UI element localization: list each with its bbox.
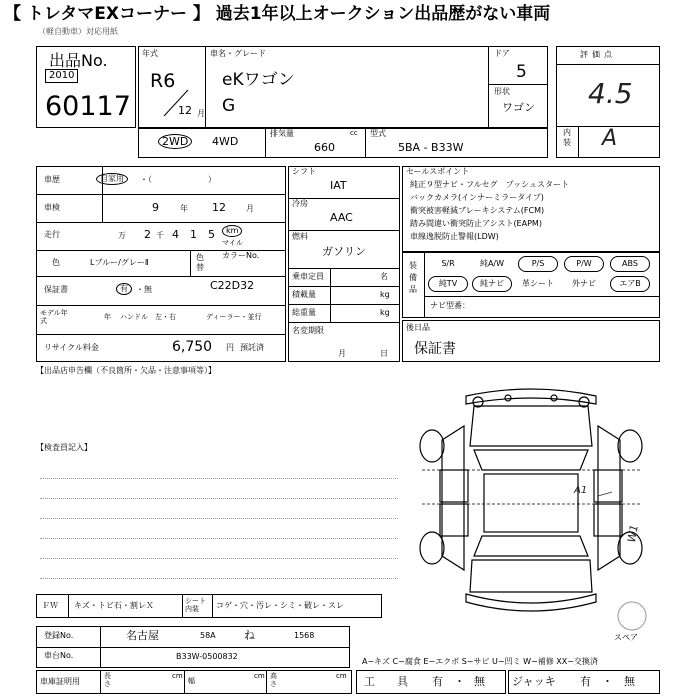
registration-kana: ね xyxy=(244,629,255,642)
lot-label: 出品No. xyxy=(49,51,108,70)
jack-label: ジャッキ xyxy=(512,675,556,688)
equip-airbag: エアB xyxy=(610,276,650,292)
page-header-title: 【 トレタマEXコーナー 】 過去1年以上オークション出品歴がない車両 xyxy=(4,4,551,24)
left-info-block xyxy=(36,166,286,362)
mileage-d4: 5 xyxy=(208,228,215,241)
tools-no: 無 xyxy=(474,675,485,688)
interior-value: A xyxy=(602,126,618,151)
color-label: 色 xyxy=(52,258,60,267)
mileage-d3: 1 xyxy=(190,228,197,241)
sales-point-3: 衝突被害軽減ブレーキシステム(FCM) xyxy=(410,206,545,215)
equip-tv: 純TV xyxy=(428,276,468,292)
capacity-unit: 名 xyxy=(380,272,388,281)
jack-sep: ・ xyxy=(602,675,613,688)
sales-point-4: 踏み間違い衝突防止アシスト(EAPM) xyxy=(410,219,542,228)
recycle-note: 預託済 xyxy=(240,343,264,352)
lot-number: 60117 xyxy=(45,91,131,122)
recycle-unit: 円 xyxy=(226,343,234,352)
equip-aftermarket-nav: 外ナビ xyxy=(564,276,604,292)
shift-label: シフト xyxy=(292,167,316,176)
displacement-value: 660 xyxy=(314,141,335,154)
drive-2wd: 2WD xyxy=(158,134,192,149)
warranty-yes: 有 xyxy=(116,283,132,295)
fuel-value: ガソリン xyxy=(322,245,366,258)
shape-value: ワゴン xyxy=(502,101,535,114)
color-code-label: カラーNo. xyxy=(222,251,260,260)
equip-leather-seat: 革シート xyxy=(518,276,558,292)
equip-alloy-wheel: 純A/W xyxy=(472,256,512,272)
jack-yes: 有 xyxy=(580,675,591,688)
seat-text: コゲ・穴・汚レ・シミ・破レ・スレ xyxy=(216,601,344,610)
certificate-width: 幅 xyxy=(188,677,195,685)
shift-value: IAT xyxy=(330,179,347,192)
jack-no: 無 xyxy=(624,675,635,688)
recycle-label: リサイクル料金 xyxy=(44,343,99,352)
weight-unit: kg xyxy=(380,308,390,317)
sales-points-label: セールスポイント xyxy=(406,167,470,176)
year-era: R6 xyxy=(150,70,176,92)
mileage-sen: 千 xyxy=(156,231,164,240)
inspection-label: 車検 xyxy=(44,203,60,212)
damage-mark-w1: W1 xyxy=(624,523,641,544)
mileage-d1: 2 xyxy=(144,228,151,241)
spare-label: スペア xyxy=(614,633,638,642)
warranty-label: 保証書 xyxy=(44,285,68,294)
score-label: 評価点 xyxy=(580,50,616,59)
tools-label: 工 具 xyxy=(364,675,408,688)
tools-sep: ・ xyxy=(454,675,465,688)
damage-legend: A−キズ C−腐食 E−エクボ S−サビ U−凹ミ W−補修 XX−交換済 xyxy=(362,657,598,666)
model-year-label: モデル年式 xyxy=(40,309,68,325)
sales-point-5: 車線逸脱防止警報(LDW) xyxy=(410,232,499,241)
model-year-handle: ハンドル 左・右 xyxy=(120,313,176,321)
reg-date-day: 日 xyxy=(380,349,388,358)
certificate-height: 高さ xyxy=(270,672,277,688)
score-value: 4.5 xyxy=(588,77,633,110)
history-value: 自家用 xyxy=(96,173,128,185)
drive-row xyxy=(138,128,548,158)
model-label: 車名・グレード xyxy=(210,49,266,58)
ac-value: AAC xyxy=(330,211,353,224)
spare-tire-icon xyxy=(614,600,650,632)
mileage-d2: 4 xyxy=(172,228,179,241)
mileage-man: 万 xyxy=(118,231,126,240)
equip-navigation: 純ナビ xyxy=(472,276,512,292)
tools-yes: 有 xyxy=(432,675,443,688)
equip-power-steering: P/S xyxy=(518,256,558,272)
year-label: 年式 xyxy=(142,49,158,58)
fw-text: キズ・トビ石・割レＸ xyxy=(74,601,154,610)
seller-notes-label: 【出品店申告欄（不良箇所・欠品・注意事項等）】 xyxy=(36,366,216,375)
sales-point-1: 純正９型ナビ・フルセグ プッシュスタート xyxy=(410,180,569,189)
registration-place: 名古屋 xyxy=(126,629,159,642)
mileage-unit-mile: マイル xyxy=(222,239,243,247)
registration-number: 1568 xyxy=(294,631,315,640)
color-value: Lブルー/グレーⅡ xyxy=(90,258,149,267)
equip-abs: ABS xyxy=(610,256,650,272)
doors-label: ドア xyxy=(494,49,510,58)
inspection-year-unit: 年 xyxy=(180,204,188,213)
certificate-length: 長さ xyxy=(104,672,111,688)
model-name: eKワゴン xyxy=(222,70,295,90)
certificate-height-unit: cm xyxy=(336,672,347,680)
fuel-label: 燃料 xyxy=(292,232,308,241)
warranty-no: ・無 xyxy=(136,285,152,294)
color-code: C22D32 xyxy=(210,279,255,292)
doors-value: 5 xyxy=(516,62,527,82)
displacement-label: 排気量 xyxy=(270,129,294,138)
inspection-year: 9 xyxy=(152,201,159,214)
capacity-label: 乗車定員 xyxy=(292,272,324,281)
model-year-dealer: ディーラー・並行 xyxy=(206,313,262,321)
page-header-subtitle: （軽自動車）対応用紙 xyxy=(38,27,118,36)
model-year-year: 年 xyxy=(104,313,111,321)
registration-label: 登録No. xyxy=(44,631,74,640)
load-label: 積載量 xyxy=(292,290,316,299)
weight-label: 総重量 xyxy=(292,308,316,317)
shape-label: 形状 xyxy=(494,87,510,96)
inspection-month-unit: 月 xyxy=(246,204,254,213)
sales-point-2: バックカメラ(インナーミラータイプ) xyxy=(410,193,544,202)
year-divider-icon xyxy=(160,88,190,118)
drive-4wd: 4WD xyxy=(212,135,239,148)
mileage-unit-km: km xyxy=(222,225,242,237)
inspection-month: 12 xyxy=(212,201,226,214)
inspector-label: 【検査員記入】 xyxy=(36,443,92,452)
reg-date-label: 名変期限 xyxy=(292,326,324,335)
model-code-value: 5BA - B33W xyxy=(398,141,464,154)
displacement-unit: cc xyxy=(350,129,358,137)
chassis-label: 車台No. xyxy=(44,651,74,660)
equip-power-window: P/W xyxy=(564,256,604,272)
model-grade: G xyxy=(222,96,236,116)
fw-label: ＦＷ xyxy=(42,601,58,610)
ac-label: 冷房 xyxy=(292,199,308,208)
equipment-label: 装備品 xyxy=(409,261,417,294)
certificate-label: 車庫証明用 xyxy=(40,677,80,686)
lot-box xyxy=(36,46,136,128)
history-extra: ・（ ） xyxy=(140,175,216,184)
year-month-unit: 月 xyxy=(197,109,205,118)
certificate-length-unit: cm xyxy=(172,672,183,680)
seat-label: シート内装 xyxy=(185,597,206,614)
damage-mark-a1: A1 xyxy=(574,485,588,496)
equip-sunroof: S/R xyxy=(428,256,468,272)
equipment-nav-label: ナビ型番： xyxy=(430,301,470,310)
color-change-label: 色替 xyxy=(196,253,204,272)
model-code-label: 型式 xyxy=(370,129,386,138)
recycle-value: 6,750 xyxy=(172,339,213,355)
mileage-label: 走行 xyxy=(44,230,60,239)
reg-date-month: 月 xyxy=(338,349,346,358)
certificate-width-unit: cm xyxy=(254,672,265,680)
registration-class: 58A xyxy=(200,631,216,640)
history-label: 車歴 xyxy=(44,175,60,184)
load-unit: kg xyxy=(380,290,390,299)
documents-label: 後日品 xyxy=(406,323,430,332)
documents-value: 保証書 xyxy=(414,341,456,357)
year-month: 12 xyxy=(178,104,192,117)
chassis-value: B33W-0500832 xyxy=(176,652,238,661)
lot-stamp: 2010 xyxy=(45,69,78,83)
interior-label: 内装 xyxy=(563,128,571,148)
car-diagram xyxy=(402,380,660,622)
